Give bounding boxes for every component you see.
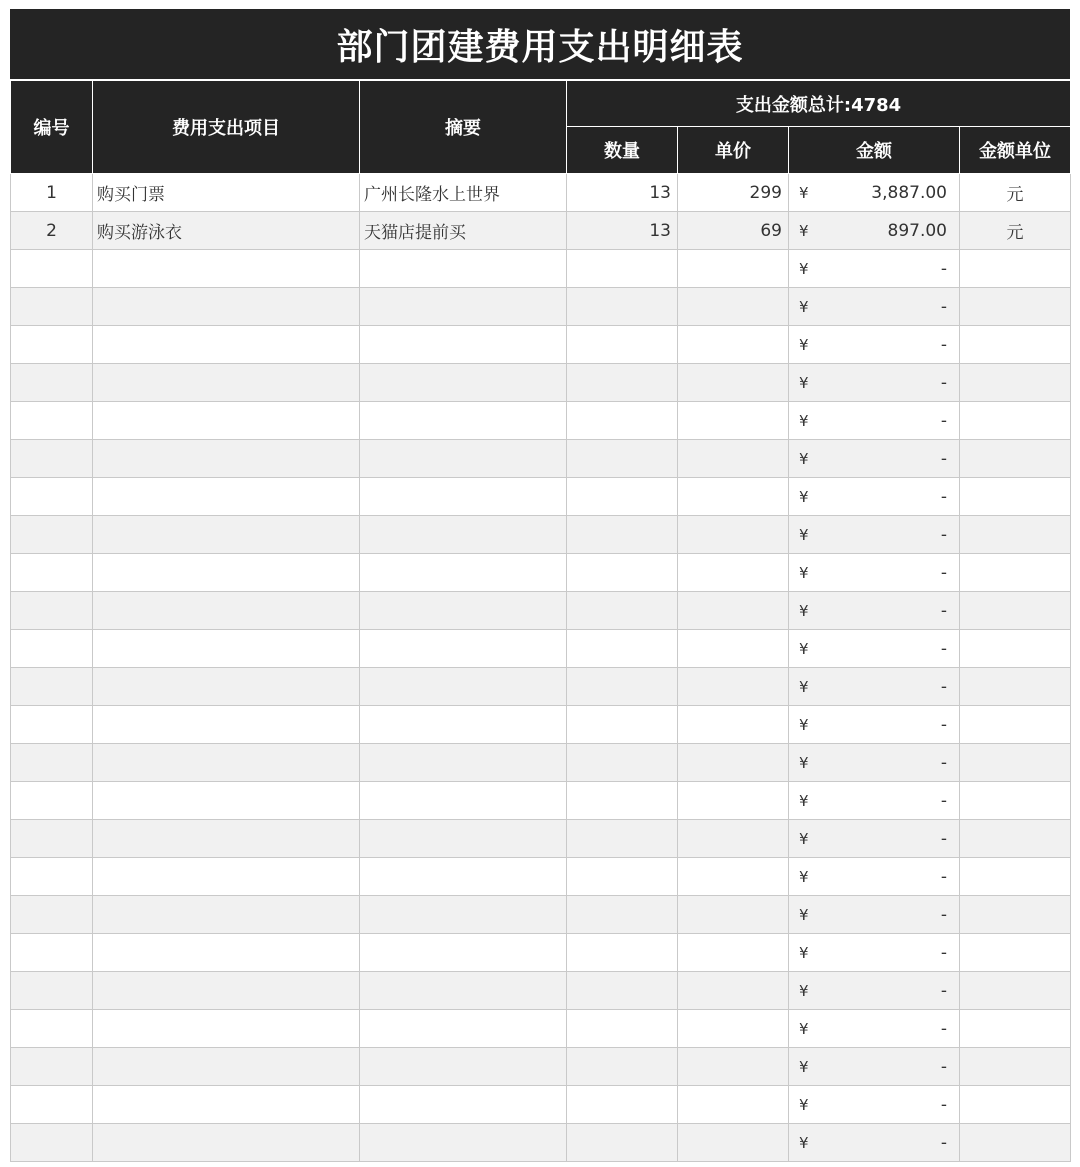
amount-number: 897.00 [887, 220, 947, 241]
cell-amount[interactable] [789, 554, 960, 592]
amount-number: - [940, 410, 947, 431]
table-row [11, 592, 1071, 630]
amount-value [793, 221, 955, 241]
currency-symbol: ¥ [799, 905, 809, 924]
cell-amount[interactable] [789, 668, 960, 706]
cell-item[interactable] [93, 820, 360, 858]
cell-amount[interactable] [789, 592, 960, 630]
amount-number: - [940, 904, 947, 925]
cell-price[interactable] [678, 1048, 789, 1086]
cell-unit[interactable] [960, 668, 1071, 706]
cell-amount[interactable] [789, 440, 960, 478]
currency-symbol: ¥ [799, 601, 809, 620]
table-row [11, 174, 1071, 212]
cell-amount[interactable] [789, 1124, 960, 1162]
amount-number: - [940, 638, 947, 659]
cell-summary[interactable] [360, 440, 567, 478]
cell-qty[interactable] [567, 858, 678, 896]
cell-item[interactable] [93, 402, 360, 440]
amount-value [793, 867, 955, 887]
amount-value [793, 563, 955, 583]
cell-qty[interactable] [567, 592, 678, 630]
cell-qty[interactable] [567, 1048, 678, 1086]
header-item[interactable]: 费用支出项目 [93, 81, 360, 174]
cell-unit[interactable] [960, 1048, 1071, 1086]
cell-price[interactable] [678, 288, 789, 326]
cell-price[interactable]: 299 [678, 174, 789, 212]
cell-qty[interactable] [567, 820, 678, 858]
cell-no[interactable] [11, 668, 93, 706]
amount-number: - [940, 714, 947, 735]
cell-item[interactable] [93, 858, 360, 896]
cell-amount[interactable] [789, 212, 960, 250]
amount-value [793, 639, 955, 659]
amount-value [793, 943, 955, 963]
cell-amount[interactable] [789, 174, 960, 212]
cell-amount[interactable] [789, 250, 960, 288]
cell-price[interactable] [678, 934, 789, 972]
cell-amount[interactable] [789, 744, 960, 782]
table-row [11, 250, 1071, 288]
cell-summary[interactable] [360, 592, 567, 630]
cell-no[interactable] [11, 516, 93, 554]
currency-symbol: ¥ [799, 183, 809, 202]
table-row [11, 402, 1071, 440]
cell-price[interactable] [678, 440, 789, 478]
currency-symbol: ¥ [799, 259, 809, 278]
cell-no[interactable] [11, 972, 93, 1010]
amount-value [793, 1057, 955, 1077]
currency-symbol: ¥ [799, 373, 809, 392]
cell-qty[interactable] [567, 288, 678, 326]
amount-number: - [940, 372, 947, 393]
header-summary[interactable]: 摘要 [360, 81, 567, 174]
cell-amount[interactable] [789, 288, 960, 326]
cell-summary[interactable] [360, 972, 567, 1010]
cell-summary[interactable] [360, 554, 567, 592]
cell-price[interactable] [678, 326, 789, 364]
cell-item[interactable] [93, 592, 360, 630]
cell-summary[interactable]: 广州长隆水上世界 [360, 174, 567, 212]
cell-unit[interactable] [960, 934, 1071, 972]
amount-value [793, 487, 955, 507]
amount-value [793, 183, 955, 203]
cell-summary[interactable] [360, 1010, 567, 1048]
cell-item[interactable] [93, 1086, 360, 1124]
cell-no[interactable] [11, 364, 93, 402]
table-row [11, 782, 1071, 820]
amount-number: - [940, 752, 947, 773]
cell-unit[interactable]: 元 [960, 174, 1071, 212]
cell-price[interactable] [678, 1124, 789, 1162]
cell-summary[interactable] [360, 478, 567, 516]
cell-no[interactable] [11, 858, 93, 896]
amount-value [793, 981, 955, 1001]
cell-summary[interactable] [360, 288, 567, 326]
cell-unit[interactable] [960, 782, 1071, 820]
cell-price[interactable] [678, 592, 789, 630]
header-total[interactable]: 支出金额总计:4784 [567, 81, 1071, 127]
cell-amount[interactable] [789, 858, 960, 896]
cell-unit[interactable] [960, 1010, 1071, 1048]
cell-summary[interactable] [360, 820, 567, 858]
cell-unit[interactable] [960, 402, 1071, 440]
header-qty[interactable]: 数量 [567, 127, 678, 174]
cell-amount[interactable] [789, 706, 960, 744]
amount-value [793, 373, 955, 393]
cell-summary[interactable] [360, 858, 567, 896]
amount-number: - [940, 296, 947, 317]
cell-unit[interactable] [960, 326, 1071, 364]
cell-amount[interactable] [789, 1010, 960, 1048]
table-body [11, 174, 1071, 1162]
currency-symbol: ¥ [799, 1133, 809, 1152]
amount-value [793, 1019, 955, 1039]
table-row [11, 630, 1071, 668]
amount-number: - [940, 486, 947, 507]
cell-no[interactable] [11, 896, 93, 934]
cell-unit[interactable] [960, 972, 1071, 1010]
cell-unit[interactable] [960, 592, 1071, 630]
amount-number: - [940, 942, 947, 963]
cell-price[interactable] [678, 972, 789, 1010]
cell-unit[interactable] [960, 364, 1071, 402]
cell-item[interactable] [93, 288, 360, 326]
cell-summary[interactable]: 天猫店提前买 [360, 212, 567, 250]
cell-price[interactable] [678, 744, 789, 782]
cell-item[interactable] [93, 668, 360, 706]
amount-number: - [940, 866, 947, 887]
amount-value [793, 525, 955, 545]
table-row [11, 744, 1071, 782]
cell-no[interactable] [11, 744, 93, 782]
cell-qty[interactable] [567, 630, 678, 668]
cell-qty[interactable] [567, 402, 678, 440]
cell-qty[interactable] [567, 782, 678, 820]
cell-item[interactable] [93, 516, 360, 554]
cell-no[interactable]: 1 [11, 174, 93, 212]
amount-number: 3,887.00 [871, 182, 947, 203]
cell-qty[interactable] [567, 1010, 678, 1048]
amount-value [793, 335, 955, 355]
cell-amount[interactable] [789, 478, 960, 516]
cell-summary[interactable] [360, 1124, 567, 1162]
cell-no[interactable] [11, 402, 93, 440]
currency-symbol: ¥ [799, 335, 809, 354]
cell-no[interactable]: 2 [11, 212, 93, 250]
table-row [11, 858, 1071, 896]
cell-price[interactable]: 69 [678, 212, 789, 250]
cell-amount[interactable] [789, 782, 960, 820]
amount-number: - [940, 334, 947, 355]
cell-summary[interactable] [360, 668, 567, 706]
cell-item[interactable] [93, 440, 360, 478]
currency-symbol: ¥ [799, 867, 809, 886]
cell-summary[interactable] [360, 896, 567, 934]
table-row [11, 478, 1071, 516]
amount-value [793, 449, 955, 469]
cell-no[interactable] [11, 440, 93, 478]
cell-no[interactable] [11, 630, 93, 668]
amount-number: - [940, 448, 947, 469]
cell-no[interactable] [11, 1086, 93, 1124]
cell-summary[interactable] [360, 1086, 567, 1124]
cell-amount[interactable] [789, 326, 960, 364]
cell-no[interactable] [11, 820, 93, 858]
currency-symbol: ¥ [799, 487, 809, 506]
cell-qty[interactable] [567, 478, 678, 516]
amount-value [793, 259, 955, 279]
cell-summary[interactable] [360, 782, 567, 820]
table-row [11, 516, 1071, 554]
cell-amount[interactable] [789, 820, 960, 858]
cell-qty[interactable] [567, 364, 678, 402]
cell-summary[interactable] [360, 250, 567, 288]
table-row [11, 896, 1071, 934]
cell-amount[interactable] [789, 516, 960, 554]
amount-value [793, 1095, 955, 1115]
amount-number: - [940, 1132, 947, 1153]
table-row [11, 440, 1071, 478]
cell-qty[interactable] [567, 668, 678, 706]
cell-qty[interactable] [567, 744, 678, 782]
amount-value [793, 297, 955, 317]
cell-item[interactable] [93, 934, 360, 972]
cell-summary[interactable] [360, 364, 567, 402]
cell-summary[interactable] [360, 744, 567, 782]
cell-unit[interactable] [960, 516, 1071, 554]
cell-qty[interactable] [567, 972, 678, 1010]
cell-amount[interactable] [789, 1048, 960, 1086]
amount-number: - [940, 790, 947, 811]
cell-no[interactable] [11, 1048, 93, 1086]
amount-value [793, 791, 955, 811]
cell-item[interactable] [93, 972, 360, 1010]
cell-amount[interactable] [789, 364, 960, 402]
cell-summary[interactable] [360, 326, 567, 364]
table-row [11, 1086, 1071, 1124]
currency-symbol: ¥ [799, 791, 809, 810]
cell-unit[interactable] [960, 744, 1071, 782]
table-row [11, 706, 1071, 744]
cell-item[interactable] [93, 896, 360, 934]
cell-item[interactable] [93, 250, 360, 288]
cell-amount[interactable] [789, 402, 960, 440]
table-row [11, 668, 1071, 706]
amount-value [793, 677, 955, 697]
sheet-title: 部门团建费用支出明细表 [10, 9, 1070, 80]
amount-number: - [940, 1094, 947, 1115]
amount-number: - [940, 828, 947, 849]
currency-symbol: ¥ [799, 1057, 809, 1076]
cell-unit[interactable] [960, 896, 1071, 934]
cell-qty[interactable] [567, 516, 678, 554]
cell-qty[interactable] [567, 440, 678, 478]
cell-qty[interactable] [567, 896, 678, 934]
cell-price[interactable] [678, 554, 789, 592]
cell-no[interactable] [11, 782, 93, 820]
currency-symbol: ¥ [799, 829, 809, 848]
currency-symbol: ¥ [799, 981, 809, 1000]
cell-price[interactable] [678, 782, 789, 820]
table-row [11, 288, 1071, 326]
currency-symbol: ¥ [799, 639, 809, 658]
amount-number: - [940, 980, 947, 1001]
cell-qty[interactable] [567, 706, 678, 744]
cell-price[interactable] [678, 364, 789, 402]
currency-symbol: ¥ [799, 525, 809, 544]
cell-unit[interactable] [960, 250, 1071, 288]
header-no[interactable]: 编号 [11, 81, 93, 174]
amount-number: - [940, 258, 947, 279]
cell-item[interactable] [93, 326, 360, 364]
table-row [11, 1048, 1071, 1086]
cell-item[interactable]: 购买游泳衣 [93, 212, 360, 250]
currency-symbol: ¥ [799, 753, 809, 772]
cell-summary[interactable] [360, 516, 567, 554]
cell-unit[interactable] [960, 440, 1071, 478]
currency-symbol: ¥ [799, 943, 809, 962]
table-row [11, 820, 1071, 858]
cell-amount[interactable] [789, 972, 960, 1010]
cell-no[interactable] [11, 288, 93, 326]
cell-unit[interactable] [960, 630, 1071, 668]
cell-qty[interactable] [567, 1086, 678, 1124]
cell-no[interactable] [11, 1124, 93, 1162]
cell-price[interactable] [678, 706, 789, 744]
cell-unit[interactable]: 元 [960, 212, 1071, 250]
amount-value [793, 1133, 955, 1153]
amount-value [793, 411, 955, 431]
table-row [11, 554, 1071, 592]
currency-symbol: ¥ [799, 677, 809, 696]
cell-unit[interactable] [960, 1124, 1071, 1162]
cell-item[interactable] [93, 630, 360, 668]
table-row [11, 1010, 1071, 1048]
cell-no[interactable] [11, 706, 93, 744]
amount-number: - [940, 524, 947, 545]
cell-item[interactable] [93, 744, 360, 782]
amount-number: - [940, 1018, 947, 1039]
amount-number: - [940, 562, 947, 583]
header-price[interactable]: 单价 [678, 127, 789, 174]
cell-no[interactable] [11, 326, 93, 364]
cell-no[interactable] [11, 478, 93, 516]
cell-price[interactable] [678, 402, 789, 440]
amount-number: - [940, 1056, 947, 1077]
cell-price[interactable] [678, 630, 789, 668]
cell-unit[interactable] [960, 820, 1071, 858]
cell-amount[interactable] [789, 896, 960, 934]
table-header [11, 81, 1071, 174]
currency-symbol: ¥ [799, 1019, 809, 1038]
cell-item[interactable] [93, 1010, 360, 1048]
cell-price[interactable] [678, 1010, 789, 1048]
amount-value [793, 753, 955, 773]
cell-qty[interactable] [567, 554, 678, 592]
cell-unit[interactable] [960, 858, 1071, 896]
cell-unit[interactable] [960, 288, 1071, 326]
cell-item[interactable] [93, 364, 360, 402]
amount-value [793, 601, 955, 621]
cell-price[interactable] [678, 820, 789, 858]
amount-number: - [940, 676, 947, 697]
cell-no[interactable] [11, 592, 93, 630]
cell-summary[interactable] [360, 402, 567, 440]
cell-item[interactable] [93, 478, 360, 516]
table-row [11, 326, 1071, 364]
cell-item[interactable] [93, 706, 360, 744]
table-row [11, 212, 1071, 250]
cell-no[interactable] [11, 934, 93, 972]
amount-number: - [940, 600, 947, 621]
cell-qty[interactable]: 13 [567, 174, 678, 212]
amount-value [793, 715, 955, 735]
table-row [11, 1124, 1071, 1162]
cell-qty[interactable] [567, 934, 678, 972]
cell-item[interactable] [93, 554, 360, 592]
cell-unit[interactable] [960, 1086, 1071, 1124]
cell-unit[interactable] [960, 478, 1071, 516]
cell-price[interactable] [678, 478, 789, 516]
table-row [11, 364, 1071, 402]
currency-symbol: ¥ [799, 715, 809, 734]
cell-item[interactable] [93, 1048, 360, 1086]
cell-amount[interactable] [789, 1086, 960, 1124]
header-unit[interactable]: 金额单位 [960, 127, 1071, 174]
cell-qty[interactable] [567, 1124, 678, 1162]
table-row [11, 934, 1071, 972]
amount-value [793, 829, 955, 849]
currency-symbol: ¥ [799, 221, 809, 240]
cell-price[interactable] [678, 250, 789, 288]
header-amount[interactable]: 金额 [789, 127, 960, 174]
cell-price[interactable] [678, 516, 789, 554]
currency-symbol: ¥ [799, 297, 809, 316]
cell-price[interactable] [678, 858, 789, 896]
cell-price[interactable] [678, 668, 789, 706]
expense-sheet [10, 9, 1070, 1162]
currency-symbol: ¥ [799, 563, 809, 582]
cell-no[interactable] [11, 554, 93, 592]
cell-no[interactable] [11, 1010, 93, 1048]
currency-symbol: ¥ [799, 411, 809, 430]
currency-symbol: ¥ [799, 449, 809, 468]
amount-value [793, 905, 955, 925]
cell-summary[interactable] [360, 934, 567, 972]
cell-unit[interactable] [960, 706, 1071, 744]
cell-summary[interactable] [360, 706, 567, 744]
table-row [11, 972, 1071, 1010]
cell-summary[interactable] [360, 630, 567, 668]
cell-amount[interactable] [789, 630, 960, 668]
cell-unit[interactable] [960, 554, 1071, 592]
cell-qty[interactable]: 13 [567, 212, 678, 250]
expense-table [10, 80, 1071, 1162]
cell-price[interactable] [678, 896, 789, 934]
cell-item[interactable] [93, 1124, 360, 1162]
cell-qty[interactable] [567, 250, 678, 288]
cell-item[interactable] [93, 782, 360, 820]
cell-price[interactable] [678, 1086, 789, 1124]
cell-summary[interactable] [360, 1048, 567, 1086]
cell-no[interactable] [11, 250, 93, 288]
cell-amount[interactable] [789, 934, 960, 972]
cell-qty[interactable] [567, 326, 678, 364]
currency-symbol: ¥ [799, 1095, 809, 1114]
cell-item[interactable]: 购买门票 [93, 174, 360, 212]
